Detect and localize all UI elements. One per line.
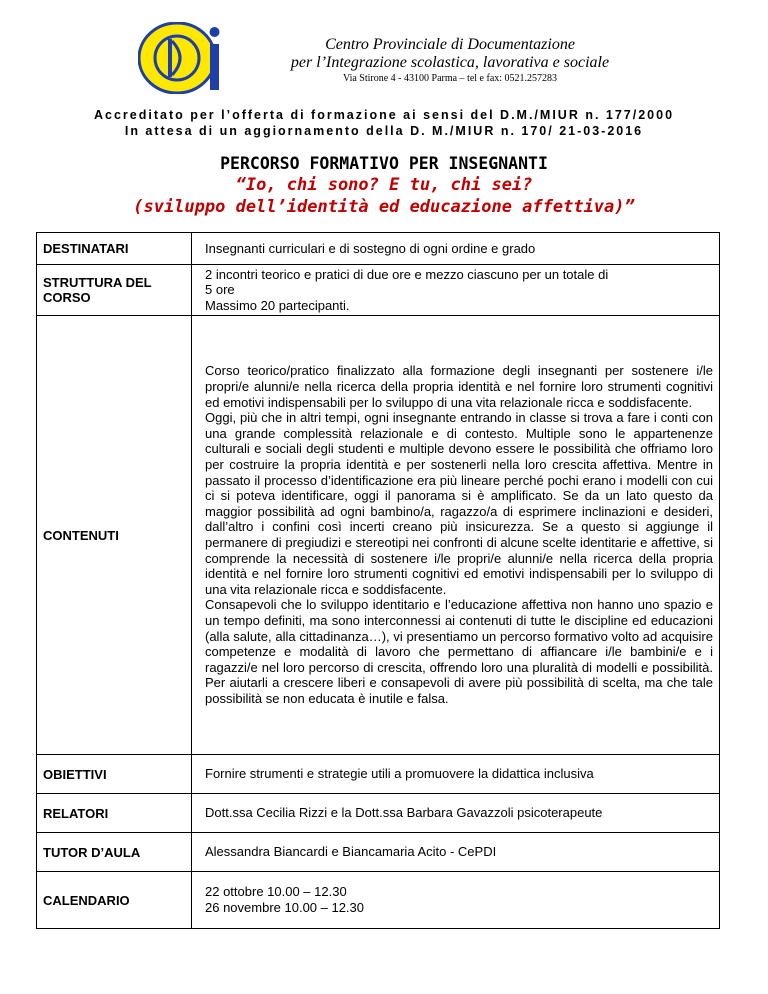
value-tutor: Alessandra Biancardi e Biancamaria Acito - CePDI (192, 833, 720, 872)
cepdi-logo (138, 22, 224, 94)
row-relatori (37, 794, 720, 833)
row-contenuti (37, 316, 720, 755)
course-title: PERCORSO FORMATIVO PER INSEGNANTI (220, 154, 548, 173)
course-info-table (36, 232, 720, 929)
accreditation-line1: Accreditato per l’offerta di formazione ai sensi del D.M./MIUR n. 177/2000 (93, 108, 675, 122)
accreditation-line2: In attesa di un aggiornamento della D. M./MIUR n. 170/ 21-03-2016 (124, 124, 644, 138)
label-struttura: STRUTTURA DEL CORSO (37, 265, 192, 316)
value-calendario (192, 872, 720, 929)
calendario-date-1: 22 ottobre 10.00 – 12.30 (205, 884, 347, 900)
value-relatori: Dott.ssa Cecilia Rizzi e la Dott.ssa Barbara Gavazzoli psicoterapeute (192, 794, 720, 833)
course-subtitle-line1: “Io, chi sono? E tu, chi sei? (235, 175, 533, 195)
label-contenuti: CONTENUTI (37, 316, 192, 755)
struttura-line3: Massimo 20 partecipanti. (205, 297, 350, 313)
org-name-line2: per l’Integrazione scolastica, lavorativa e sociale (290, 54, 610, 71)
contenuti-paragraph-3: Consapevoli che lo sviluppo identitario e l’educazione affettiva non hanno uno spazio e un tempo definiti, ma sono interconnessi ai contenuti di tutte le discipline ed educazioni (alla salute, alla cittadinanza…), vi presentiamo un percorso formativo volto ad acquisire competenze e modalità di lavoro che permettano di affiancare i/le bambini/e e i ragazzi/e nel loro percorso di crescita, offrendo loro una pluralità di modelli e possibilità. Per aiutarli a crescere liberi e consapevoli di avere più possibilità di scelta, ma che tale possibilità se non educata è inutile e falsa. (205, 597, 713, 706)
row-obiettivi (37, 755, 720, 794)
org-address: Via Stirone 4 - 43100 Parma – tel e fax: 0521.257283 (342, 73, 558, 84)
label-tutor: TUTOR D’AULA (37, 833, 192, 872)
value-struttura (192, 265, 720, 316)
contenuti-paragraph-1: Corso teorico/pratico finalizzato alla formazione degli insegnanti per sostenere i/le propri/e alunni/e nella ricerca della propria identità e nel fornire loro strumenti cognitivi ed emotivi indispensabili per lo sviluppo di una vita relazionale ricca e soddisfacente. (205, 363, 713, 410)
contenuti-paragraph-2: Oggi, più che in altri tempi, ogni insegnante entrando in classe si trova a fare i conti con una grande complessità relazionale e di contesto. Multiple sono le appartenenze culturali e sociali degli studenti e multiple devono essere le possibilità che offriamo loro per costruire la propria identità e per sostenerli nella loro crescita affettiva. Mentre in passato il processo d’identificazione era più lineare perché pochi erano i modelli con cui ci si poteva identificare, oggi il panorama si è amplificato. Se da un lato questo da maggior possibilità ad ogni bambino/a, ragazzo/a di esprimere inclinazioni e desideri, dall’altro i confini così incerti creano più insicurezza. Se a questo si aggiunge il permanere di pregiudizi e stereotipi nei confronti di alcune scelte identitarie e affettive, si comprende la necessità di sostenere i/le propri/e alunni/e nella ricerca della propria identità e nel fornire loro strumenti cognitivi ed emotivi indispensabili per lo sviluppo di una vita relazionale ricca e soddisfacente. (205, 410, 713, 597)
value-obiettivi: Fornire strumenti e strategie utili a promuovere la didattica inclusiva (192, 755, 720, 794)
label-destinatari: DESTINATARI (37, 233, 192, 265)
course-subtitle-line2: (sviluppo dell’identità ed educazione affettiva)” (133, 197, 635, 217)
label-obiettivi: OBIETTIVI (37, 755, 192, 794)
organization-header (240, 36, 660, 85)
row-calendario (37, 872, 720, 929)
struttura-line2: 5 ore (205, 282, 235, 298)
row-destinatari (37, 233, 720, 265)
calendario-date-2: 26 novembre 10.00 – 12.30 (205, 900, 365, 915)
value-destinatari: Insegnanti curriculari e di sostegno di ogni ordine e grado (192, 233, 720, 265)
label-relatori: RELATORI (37, 794, 192, 833)
row-struttura (37, 265, 720, 316)
org-name-line1: Centro Provinciale di Documentazione (325, 36, 575, 53)
struttura-line1: 2 incontri teorico e pratici di due ore e mezzo ciascuno per un totale di (205, 266, 609, 282)
label-calendario: CALENDARIO (37, 872, 192, 929)
value-contenuti (192, 316, 720, 755)
row-tutor (37, 833, 720, 872)
